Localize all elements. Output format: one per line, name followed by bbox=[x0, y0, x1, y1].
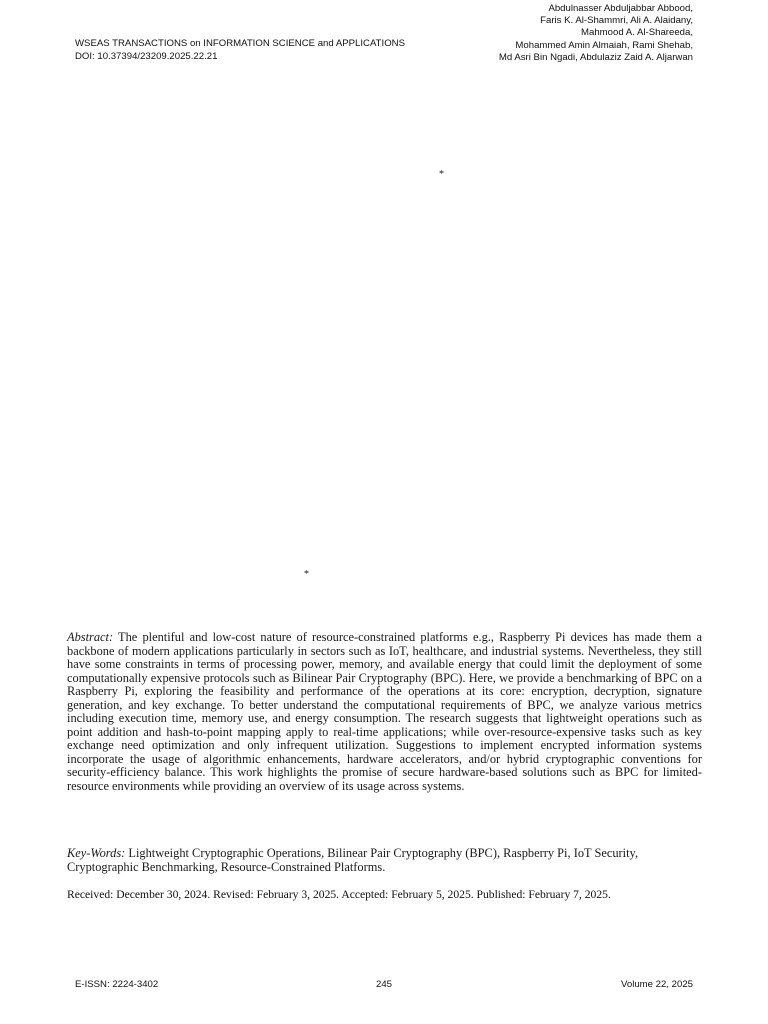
abstract-text: The plentiful and low-cost nature of resource-constrained platforms e.g., Raspberry Pi devices has made them a backbone of modern applications particularly in sectors such as IoT, healthcare, and industrial systems. Nevertheless, they still have some constraints in terms of processing power, memory, and available energy that could limit the deployment of some computationally expensive protocols such as Bilinear Pair Cryptography (BPC). Here, we provide a benchmarking of BPC on a Raspberry Pi, exploring the feasibility and performance of the operations at its core: encryption, decryption, signature generation, and key exchange. To better understand the computational requirements of BPC, we analyze various metrics including execution time, memory use, and energy consumption. The research suggests that lightweight operations such as point addition and hash-to-point mapping apply to real-time applications; while over-resource-expensive tasks such as key exchange need optimization and only infrequent utilization. Suggestions to implement encrypted information systems incorporate the usage of algorithmic enhancements, hardware accelerators, and/or hybrid cryptographic conventions for security-efficiency balance. This work highlights the promise of secure hardware-based solutions such as BPC for limited-resource environments while providing an overview of its usage across systems. bbox=[67, 630, 703, 793]
author-line: Mahmood A. Al-Shareeda, bbox=[581, 27, 693, 39]
footer-volume: Volume 22, 2025 bbox=[620, 979, 693, 990]
keywords-text: Lightweight Cryptographic Operations, Bilinear Pair Cryptography (BPC), Raspberry Pi, IoT Security, Cryptographic Benchmarking, Resource-Constrained Platforms. bbox=[67, 846, 639, 874]
author-line: Faris K. Al-Shammri, Ali A. Alaidany, bbox=[540, 15, 693, 27]
author-list bbox=[363, 3, 693, 64]
author-line: Mohammed Amin Almaiah, Rami Shehab, bbox=[515, 39, 693, 51]
journal-title: WSEAS TRANSACTIONS on INFORMATION SCIENCE and APPLICATIONS bbox=[75, 38, 405, 49]
asterisk-marker: * bbox=[439, 169, 444, 180]
footer-issn: E-ISSN: 2224-3402 bbox=[75, 979, 159, 990]
publication-dates: Received: December 30, 2024. Revised: February 3, 2025. Accepted: February 5, 2025. Published: February 7, 2025. bbox=[67, 888, 611, 901]
asterisk-marker: * bbox=[304, 569, 309, 580]
author-line: Abdulnasser Abduljabbar Abbood, bbox=[548, 3, 693, 14]
author-line: Md Asri Bin Ngadi, Abdulaziz Zaid A. Aljarwan bbox=[498, 51, 693, 63]
journal-header bbox=[75, 38, 405, 63]
footer-page-number: 245 bbox=[375, 979, 392, 990]
keywords-label: Key-Words: bbox=[67, 846, 126, 860]
abstract-paragraph bbox=[67, 631, 702, 793]
doi-text: DOI: 10.37394/23209.2025.22.21 bbox=[75, 50, 218, 62]
abstract-label: Abstract: bbox=[67, 630, 114, 644]
keywords-paragraph bbox=[67, 847, 702, 874]
